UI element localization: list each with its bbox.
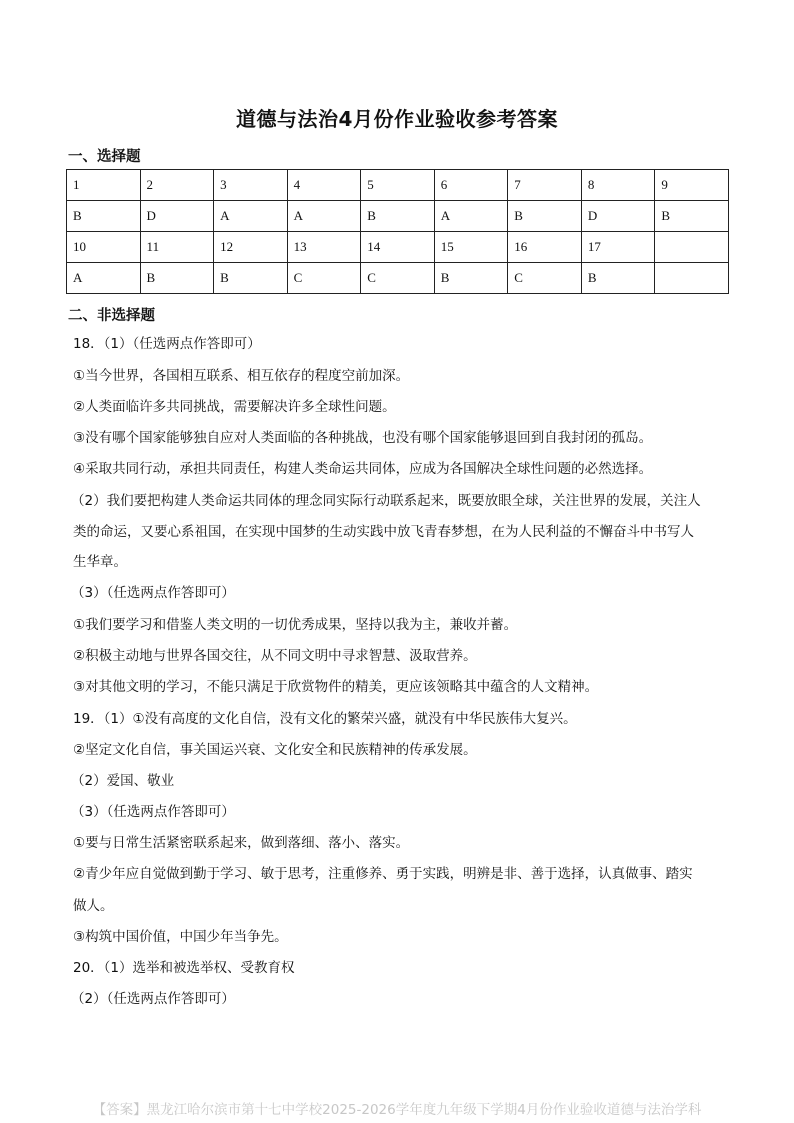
table-cell: 13 (287, 232, 361, 263)
answer-line: 18．（1）（任选两点作答即可） (73, 336, 261, 352)
table-cell: 16 (508, 232, 582, 263)
table-cell: 9 (655, 170, 729, 201)
answer-line: （3）（任选两点作答即可） (71, 804, 235, 820)
answer-line: （2）（任选两点作答即可） (71, 991, 235, 1007)
answer-table (66, 169, 729, 294)
table-cell: B (67, 201, 141, 232)
table-cell: B (140, 263, 214, 294)
table-cell: A (214, 201, 288, 232)
table-cell: B (214, 263, 288, 294)
page-title: 道德与法治4月份作业验收参考答案 (236, 107, 558, 131)
table-cell: A (287, 201, 361, 232)
table-cell: 3 (214, 170, 288, 201)
table-cell: 15 (434, 232, 508, 263)
table-cell: 8 (581, 170, 655, 201)
answer-line: 生华章。 (73, 554, 127, 570)
table-row (67, 232, 729, 263)
table-cell: B (581, 263, 655, 294)
table-cell: 10 (67, 232, 141, 263)
table-cell (655, 263, 729, 294)
answer-line: ③对其他文明的学习，不能只满足于欣赏物件的精美，更应该领略其中蕴含的人文精神。 (73, 679, 599, 695)
answer-line: ③没有哪个国家能够独自应对人类面临的各种挑战，也没有哪个国家能够退回到自我封闭的孤岛。 (73, 430, 653, 446)
table-cell: 2 (140, 170, 214, 201)
table-cell: 12 (214, 232, 288, 263)
section-heading-choice: 一、选择题 (68, 149, 141, 165)
answer-line: 19．（1）①没有高度的文化自信，没有文化的繁荣兴盛，就没有中华民族伟大复兴。 (73, 711, 577, 727)
answer-line: ②人类面临许多共同挑战，需要解决许多全球性问题。 (73, 399, 396, 415)
answer-line: ②积极主动地与世界各国交往，从不同文明中寻求智慧、汲取营养。 (73, 648, 477, 664)
table-cell: C (287, 263, 361, 294)
answer-line: ②坚定文化自信，事关国运兴衰、文化安全和民族精神的传承发展。 (73, 742, 477, 758)
table-cell: D (581, 201, 655, 232)
table-cell: B (434, 263, 508, 294)
table-cell (655, 232, 729, 263)
answer-line: 类的命运，又要心系祖国，在实现中国梦的生动实践中放飞青春梦想，在为人民利益的不懈奋斗中书写人 (73, 524, 694, 540)
answer-line: 做人。 (73, 898, 114, 914)
table-cell: A (434, 201, 508, 232)
answer-line: ①当今世界，各国相互联系、相互依存的程度空前加深。 (73, 368, 410, 384)
table-cell: 7 (508, 170, 582, 201)
answer-line: （2）爱国、敬业 (71, 773, 175, 789)
table-cell: 6 (434, 170, 508, 201)
table-cell: 4 (287, 170, 361, 201)
table-cell: 11 (140, 232, 214, 263)
table-row (67, 263, 729, 294)
table-cell: A (67, 263, 141, 294)
answer-line: ①我们要学习和借鉴人类文明的一切优秀成果，坚持以我为主，兼收并蓄。 (73, 617, 518, 633)
table-cell: B (655, 201, 729, 232)
answer-line: ③构筑中国价值，中国少年当争先。 (73, 929, 288, 945)
answer-line: （3）（任选两点作答即可） (71, 585, 235, 601)
table-cell: B (508, 201, 582, 232)
table-cell: C (361, 263, 435, 294)
answer-line: ①要与日常生活紧密联系起来，做到落细、落小、落实。 (73, 835, 410, 851)
footer-watermark: 【答案】黑龙江哈尔滨市第十七中学校2025-2026学年度九年级下学期4月份作业验收道德与法治学科 (92, 1102, 702, 1118)
table-cell: 1 (67, 170, 141, 201)
table-cell: 17 (581, 232, 655, 263)
section-heading-nonchoice: 二、非选择题 (68, 308, 155, 324)
table-cell: 5 (361, 170, 435, 201)
table-row (67, 201, 729, 232)
answer-line: （2）我们要把构建人类命运共同体的理念同实际行动联系起来，既要放眼全球，关注世界的发展，关注人 (71, 493, 701, 509)
table-cell: C (508, 263, 582, 294)
table-cell: D (140, 201, 214, 232)
answer-line: ②青少年应自觉做到勤于学习、敏于思考，注重修养、勇于实践，明辨是非、善于选择，认真做事、踏实 (73, 866, 693, 882)
table-cell: 14 (361, 232, 435, 263)
answer-line: ④采取共同行动，承担共同责任，构建人类命运共同体，应成为各国解决全球性问题的必然选择。 (73, 461, 653, 477)
table-cell: B (361, 201, 435, 232)
table-row (67, 170, 729, 201)
answer-line: 20．（1）选举和被选举权、受教育权 (73, 960, 295, 976)
